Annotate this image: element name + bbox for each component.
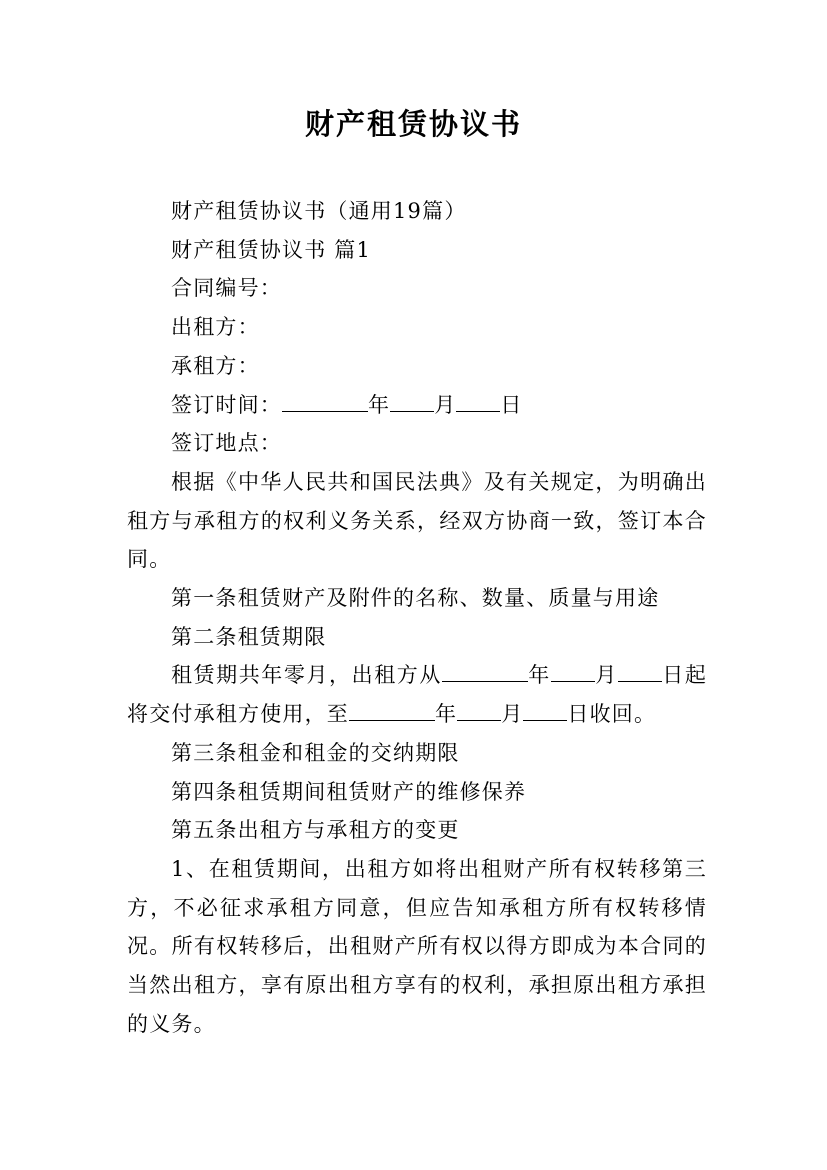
lease-term-text-end: 日收回。 (567, 702, 657, 727)
lease-term-text-start: 租赁期共年零月，出租方从 (171, 663, 442, 688)
blank-line (349, 702, 435, 721)
article-5-heading: 第五条出租方与承租方的变更 (171, 818, 460, 843)
blank-line (456, 393, 500, 412)
lease-term-text-middle: 日起将交付承租方使用，至 (127, 663, 708, 727)
article-3-heading: 第三条租金和租金的交纳期限 (171, 740, 460, 765)
clause-1-paragraph: 1、在租赁期间，出租方如将出租财产所有权转移第三方，不必征求承租方同意，但应告知承租方所有权转移情况。所有权转移后，出租财产所有权以得方即成为本合同的当然出租方，享有原出租方享有的权利，承担原出租方承担的义务。 (127, 856, 707, 1036)
lease-term-paragraph (127, 656, 707, 733)
lessee-field: 承租方： (171, 353, 260, 378)
blank-line (618, 663, 662, 682)
year-unit: 年 (527, 663, 551, 688)
blank-line (523, 702, 567, 721)
document-subtitle: 财产租赁协议书（通用19篇） (171, 199, 467, 223)
month-unit: 月 (594, 663, 618, 688)
blank-line (390, 393, 434, 412)
article-1-heading: 第一条租赁财产及附件的名称、数量、质量与用途 (171, 586, 660, 611)
document-title: 财产租赁协议书 (304, 107, 522, 141)
part-heading: 财产租赁协议书 篇1 (171, 237, 372, 262)
sign-time-field (127, 386, 707, 425)
blank-line (442, 663, 528, 682)
month-unit: 月 (434, 392, 457, 417)
sign-place-field: 签订地点： (171, 431, 282, 456)
year-unit: 年 (368, 392, 391, 417)
document-body (127, 192, 707, 1043)
blank-line (457, 702, 501, 721)
blank-line (551, 663, 595, 682)
contract-number-field: 合同编号： (171, 276, 282, 301)
article-2-heading: 第二条租赁期限 (171, 624, 327, 649)
day-unit: 日 (500, 392, 523, 417)
month-unit: 月 (501, 702, 524, 727)
lessor-field: 出租方： (171, 315, 260, 340)
intro-paragraph: 根据《中华人民共和国民法典》及有关规定，为明确出租方与承租方的权利义务关系，经双方协商一致，签订本合同。 (127, 469, 707, 572)
year-unit: 年 (435, 702, 458, 727)
sign-time-label: 签订时间： (171, 392, 282, 417)
article-4-heading: 第四条租赁期间租赁财产的维修保养 (171, 779, 527, 804)
blank-line (282, 393, 368, 412)
